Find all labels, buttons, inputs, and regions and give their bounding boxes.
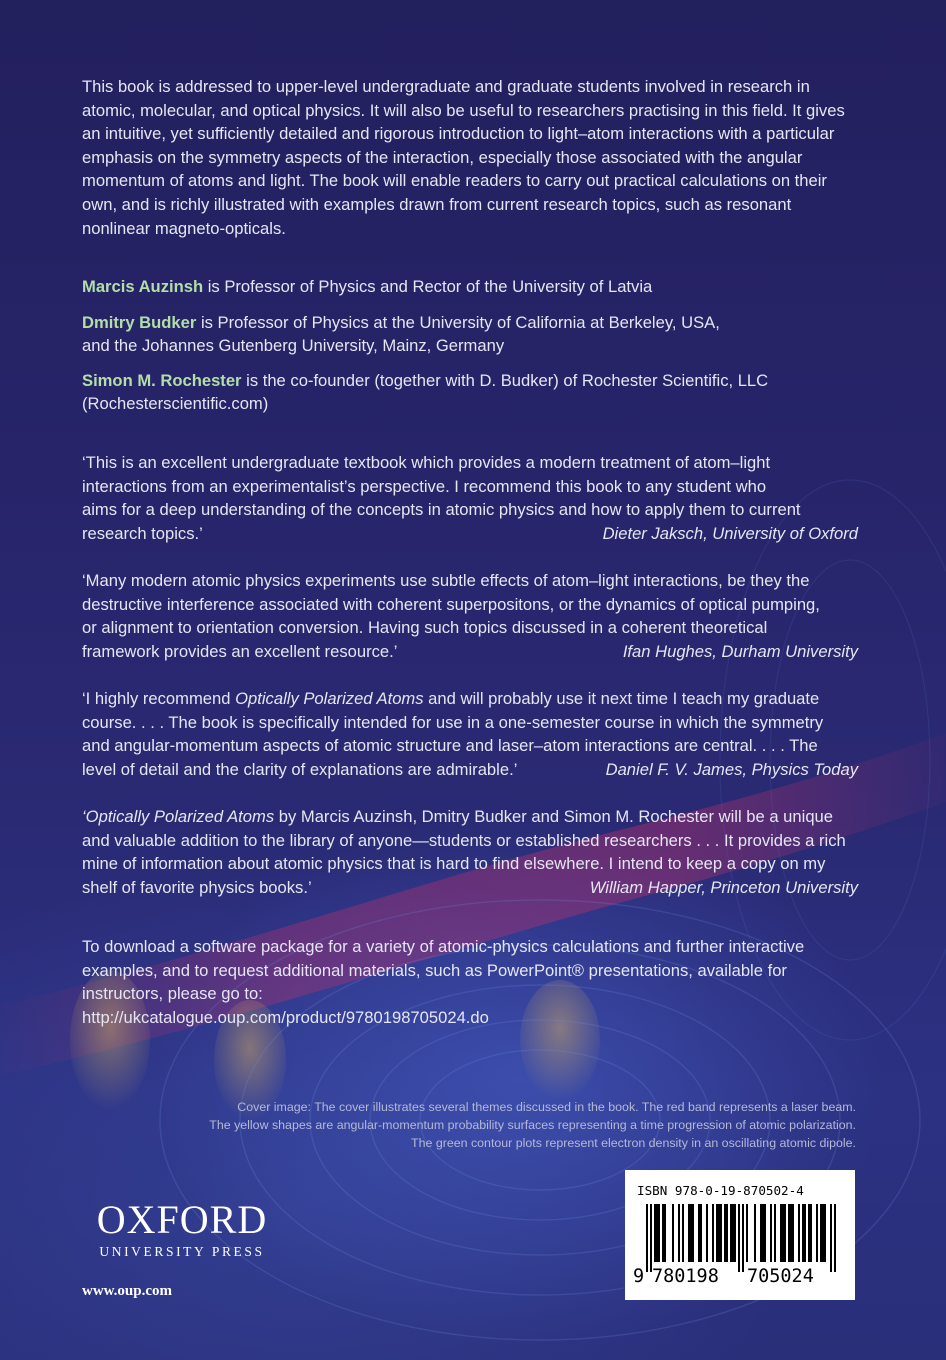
description-line: an intuitive, yet sufficiently detailed and rigorous introduction to light–atom interactions with a particular	[82, 124, 835, 144]
barcode-bar	[654, 1204, 656, 1262]
quote-source: Ifan Hughes, Durham University	[622, 641, 858, 661]
barcode-bar	[822, 1204, 824, 1262]
barcode-bar	[798, 1204, 800, 1262]
download-url[interactable]: http://ukcatalogue.oup.com/product/9780198705024.do	[82, 1007, 489, 1027]
barcode-bar	[802, 1204, 804, 1262]
barcode-bar	[738, 1204, 740, 1272]
author-bio-text: is the co-founder (together with D. Budker) of Rochester Scientific, LLC	[241, 371, 769, 390]
barcode-bar	[774, 1204, 776, 1262]
publisher-name: OXFORD	[96, 1197, 268, 1242]
barcode-bar	[824, 1204, 826, 1262]
cover-image-caption	[209, 1098, 856, 1152]
barcode-bar	[698, 1204, 700, 1262]
barcode-bar	[706, 1204, 708, 1262]
barcode-bar	[682, 1204, 684, 1262]
book-description	[82, 75, 858, 240]
author-bio-budker	[82, 311, 720, 358]
description-line: momentum of atoms and light. The book will enable readers to carry out practical calculations on their	[82, 171, 827, 191]
description-line: emphasis on the symmetry aspects of the interaction, especially those associated with the angular	[82, 147, 803, 167]
barcode-bar	[726, 1204, 728, 1262]
barcode-bar	[762, 1204, 764, 1262]
barcode-bar	[658, 1204, 660, 1262]
review-quote	[82, 451, 858, 545]
author-name: Marcis Auzinsh	[82, 277, 204, 296]
barcode-bar	[664, 1204, 666, 1262]
oxford-logo	[82, 1198, 282, 1262]
quote-line: and valuable addition to the library of anyone—students or established researchers . . . It provides a rich	[82, 830, 846, 850]
review-quote	[82, 569, 858, 663]
quote-line: aims for a deep understanding of the concepts in atomic physics and how to apply them to current	[82, 500, 801, 520]
publisher-subtitle: UNIVERSITY PRESS	[99, 1244, 265, 1259]
barcode-bar	[760, 1204, 762, 1262]
quote-line: ‘This is an excellent undergraduate textbook which provides a modern treatment of atom–light	[82, 453, 771, 472]
quote-source: William Happer, Princeton University	[589, 877, 858, 897]
author-bio-text: and the Johannes Gutenberg University, Mainz, Germany	[82, 336, 505, 356]
barcode-bar	[790, 1204, 792, 1262]
author-bio-text: (Rochesterscientific.com)	[82, 394, 269, 414]
download-line: instructors, please go to:	[82, 984, 263, 1004]
quote-source: Dieter Jaksch, University of Oxford	[602, 523, 858, 543]
barcode-bar	[700, 1204, 702, 1262]
quote-line: ‘Many modern atomic physics experiments use subtle effects of atom–light interactions, be they the	[82, 571, 810, 590]
author-bio-text: is Professor of Physics and Rector of the University of Latvia	[203, 277, 653, 296]
description-line: own, and is richly illustrated with examples drawn from current research topics, such as resonant	[82, 194, 792, 214]
barcode-bar	[690, 1204, 692, 1262]
barcode-bar	[788, 1204, 790, 1262]
barcode-bar	[712, 1204, 714, 1262]
barcode-bar	[656, 1204, 658, 1262]
download-line: To download a software package for a variety of atomic-physics calculations and further interactive	[82, 937, 805, 956]
quote-line: framework provides an excellent resource.’	[82, 641, 398, 661]
publisher-website[interactable]: www.oup.com	[82, 1283, 173, 1299]
barcode-bar	[808, 1204, 810, 1262]
isbn-barcode	[625, 1170, 855, 1300]
quote-line: by Marcis Auzinsh, Dmitry Budker and Simon M. Rochester will be a unique	[274, 807, 834, 826]
barcode-bar	[724, 1204, 726, 1262]
download-info	[82, 935, 858, 1029]
quote-line: or alignment to orientation conversion. Having such topics discussed in a coherent theoretical	[82, 618, 768, 638]
barcode-bar	[730, 1204, 732, 1262]
quote-line: and will probably use it next time I teach my graduate	[423, 689, 820, 708]
book-title: Optically Polarized Atoms	[235, 689, 424, 708]
barcode-bar	[834, 1204, 836, 1272]
barcode-bar	[646, 1204, 648, 1272]
quote-line: shelf of favorite physics books.’	[82, 877, 312, 897]
quote-line: interactions from an experimentalist’s perspective. I recommend this book to any student who	[82, 476, 767, 496]
quote-line: and angular-momentum aspects of atomic structure and laser–atom interactions are central. . . . The	[82, 736, 818, 756]
barcode-bar	[810, 1204, 812, 1262]
author-name: Simon M. Rochester	[82, 371, 242, 390]
description-line: nonlinear magneto-opticals.	[82, 218, 286, 238]
barcode-bar	[770, 1204, 772, 1262]
quote-line: mine of information about atomic physics that is hard to find elsewhere. I intend to keep a copy on my	[82, 854, 826, 874]
description-line: atomic, molecular, and optical physics. It will also be useful to researchers practising in this field. It gives	[82, 100, 845, 120]
barcode-digits-left: 780198	[652, 1266, 719, 1287]
barcode-bar	[734, 1204, 736, 1262]
barcode-bar	[792, 1204, 794, 1262]
quote-line: research topics.’	[82, 523, 203, 543]
book-title: ‘Optically Polarized Atoms	[82, 807, 275, 826]
caption-line: Cover image: The cover illustrates several themes discussed in the book. The red band represents a laser beam.	[237, 1100, 856, 1114]
barcode-bar	[820, 1204, 822, 1262]
barcode-bar	[672, 1204, 674, 1262]
barcode-bar	[650, 1204, 652, 1272]
review-quote	[82, 687, 858, 781]
author-bio-auzinsh	[82, 275, 652, 298]
quote-line: level of detail and the clarity of explanations are admirable.’	[82, 759, 518, 779]
barcode-bar	[678, 1204, 680, 1262]
barcode-bar	[692, 1204, 694, 1262]
barcode-bar	[780, 1204, 782, 1262]
review-quote	[82, 805, 858, 899]
barcode-bar	[718, 1204, 720, 1262]
barcode-bar	[688, 1204, 690, 1262]
caption-line: The yellow shapes are angular-momentum probability surfaces representing a time progression of atomic polarization.	[209, 1118, 856, 1132]
quote-source: Daniel F. V. James, Physics Today	[605, 759, 858, 779]
barcode-bar	[716, 1204, 718, 1262]
isbn-number: ISBN 978-0-19-870502-4	[637, 1183, 804, 1198]
author-bio-text: is Professor of Physics at the University of California at Berkeley, USA,	[196, 313, 720, 332]
barcode-bar	[746, 1204, 748, 1262]
barcode-bar	[742, 1204, 744, 1272]
barcode-bar	[830, 1204, 832, 1272]
barcode-bar	[816, 1204, 818, 1262]
barcode-bar	[720, 1204, 722, 1262]
barcode-bar	[804, 1204, 806, 1262]
author-bio-rochester	[82, 369, 768, 416]
quote-line: ‘I highly recommend	[82, 689, 236, 708]
barcode-bar	[754, 1204, 756, 1262]
barcode-bar	[732, 1204, 734, 1262]
description-line: This book is addressed to upper-level undergraduate and graduate students involved in research in	[82, 77, 810, 96]
barcode-bar	[782, 1204, 784, 1262]
caption-line: The green contour plots represent electron density in an oscillating atomic dipole.	[411, 1136, 856, 1150]
barcode-bar	[662, 1204, 664, 1262]
barcode-digit-first: 9	[633, 1266, 645, 1287]
quote-line: course. . . . The book is specifically intended for use in a one-semester course in which the symmetry	[82, 712, 824, 732]
barcode-bar	[784, 1204, 786, 1262]
quote-line: destructive interference associated with coherent superpositons, or the dynamics of optical pumping,	[82, 594, 820, 614]
barcode-bar	[764, 1204, 766, 1262]
download-line: examples, and to request additional materials, such as PowerPoint® presentations, available for	[82, 960, 787, 980]
barcode-digits-right: 705024	[747, 1266, 814, 1287]
author-name: Dmitry Budker	[82, 313, 197, 332]
barcode-bars	[636, 1204, 844, 1274]
